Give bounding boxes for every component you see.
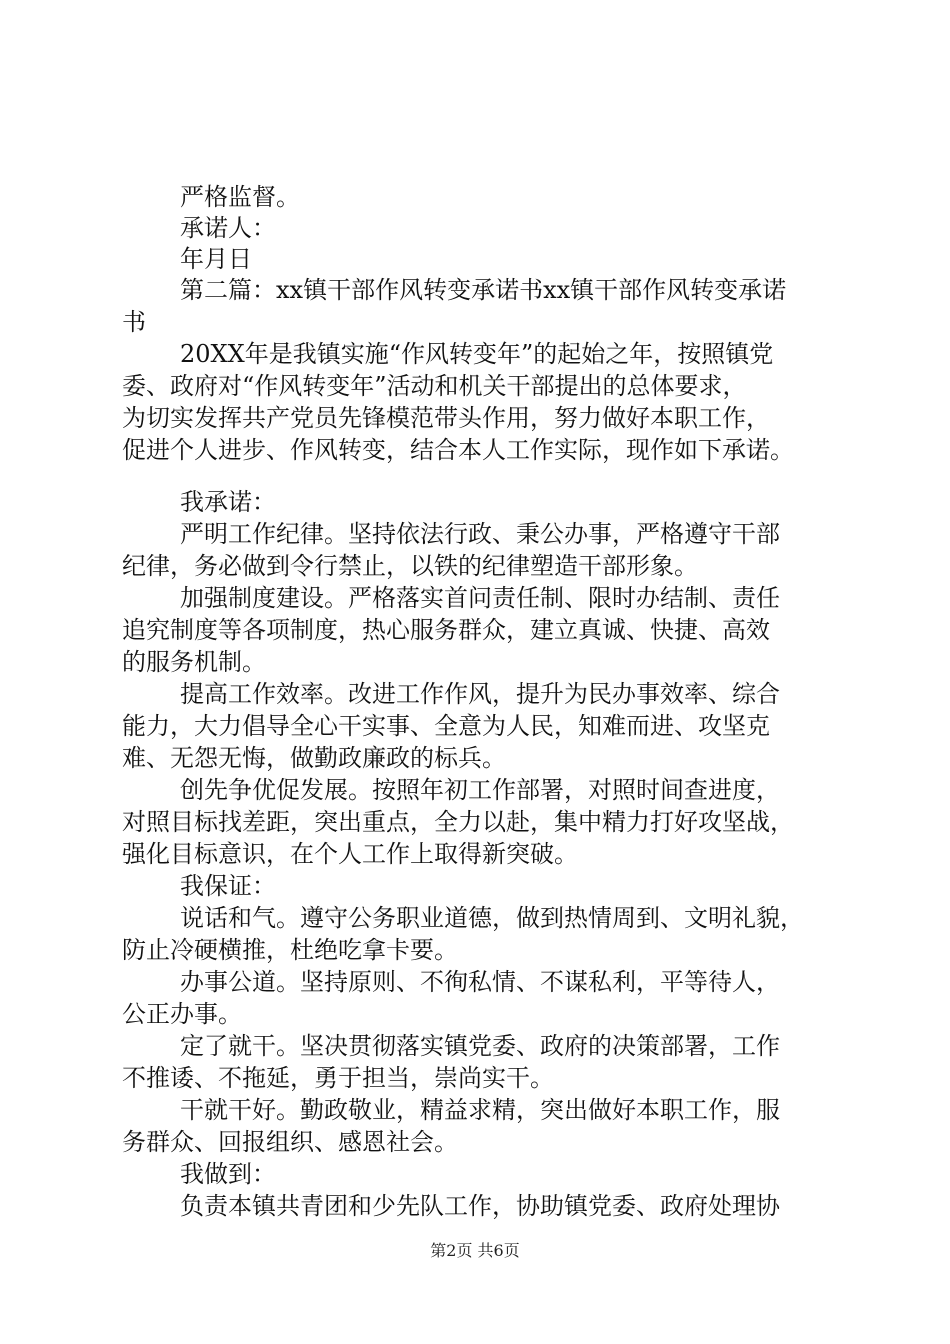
text-line: 办事公道。坚持原则、不徇私情、不谋私利，平等待人， — [180, 968, 780, 996]
text-line: 追究制度等各项制度，热心服务群众，建立真诚、快捷、高效 — [122, 616, 770, 644]
text-line: 纪律，务必做到令行禁止，以铁的纪律塑造干部形象。 — [122, 552, 698, 580]
page-footer: 第2页 共6页 — [430, 1241, 520, 1260]
text-line: 严明工作纪律。坚持依法行政、秉公办事，严格遵守干部 — [180, 520, 780, 548]
text-line: 第二篇：xx镇干部作风转变承诺书xx镇干部作风转变承诺 — [180, 276, 787, 304]
text-line: 20XX年是我镇实施“作风转变年”的起始之年，按照镇党 — [180, 340, 774, 368]
text-line: 说话和气。遵守公务职业道德，做到热情周到、文明礼貌， — [180, 904, 804, 932]
text-line: 干就干好。勤政敬业，精益求精，突出做好本职工作，服 — [180, 1096, 780, 1124]
text-line: 定了就干。坚决贯彻落实镇党委、政府的决策部署，工作 — [180, 1032, 780, 1060]
text-line: 提高工作效率。改进工作作风，提升为民办事效率、综合 — [180, 680, 780, 708]
text-line: 不推诿、不拖延，勇于担当，崇尚实干。 — [122, 1064, 554, 1092]
text-line: 防止冷硬横推，杜绝吃拿卡要。 — [122, 936, 458, 964]
text-line: 负责本镇共青团和少先队工作，协助镇党委、政府处理协 — [180, 1192, 780, 1220]
text-line: 对照目标找差距，突出重点，全力以赴，集中精力打好攻坚战， — [122, 808, 794, 836]
text-line: 委、政府对“作风转变年”活动和机关干部提出的总体要求， — [122, 372, 747, 400]
text-line: 严格监督。 — [180, 183, 300, 211]
text-line: 年月日 — [180, 245, 252, 273]
text-line: 务群众、回报组织、感恩社会。 — [122, 1128, 458, 1156]
text-line: 我做到： — [180, 1160, 276, 1188]
text-line: 的服务机制。 — [122, 648, 266, 676]
text-line: 促进个人进步、作风转变，结合本人工作实际，现作如下承诺。 — [122, 436, 794, 464]
text-line: 强化目标意识，在个人工作上取得新突破。 — [122, 840, 578, 868]
text-line: 我承诺： — [180, 488, 276, 516]
text-line: 能力，大力倡导全心干实事、全意为人民，知难而进、攻坚克 — [122, 712, 770, 740]
text-line: 承诺人： — [180, 214, 276, 242]
text-line: 我保证： — [180, 872, 276, 900]
text-line: 创先争优促发展。按照年初工作部署，对照时间查进度， — [180, 776, 780, 804]
text-line: 难、无怨无悔，做勤政廉政的标兵。 — [122, 744, 506, 772]
text-line: 书 — [122, 308, 146, 336]
text-line: 加强制度建设。严格落实首问责任制、限时办结制、责任 — [180, 584, 780, 612]
text-line: 公正办事。 — [122, 1000, 242, 1028]
text-line: 为切实发挥共产党员先锋模范带头作用，努力做好本职工作， — [122, 404, 770, 432]
